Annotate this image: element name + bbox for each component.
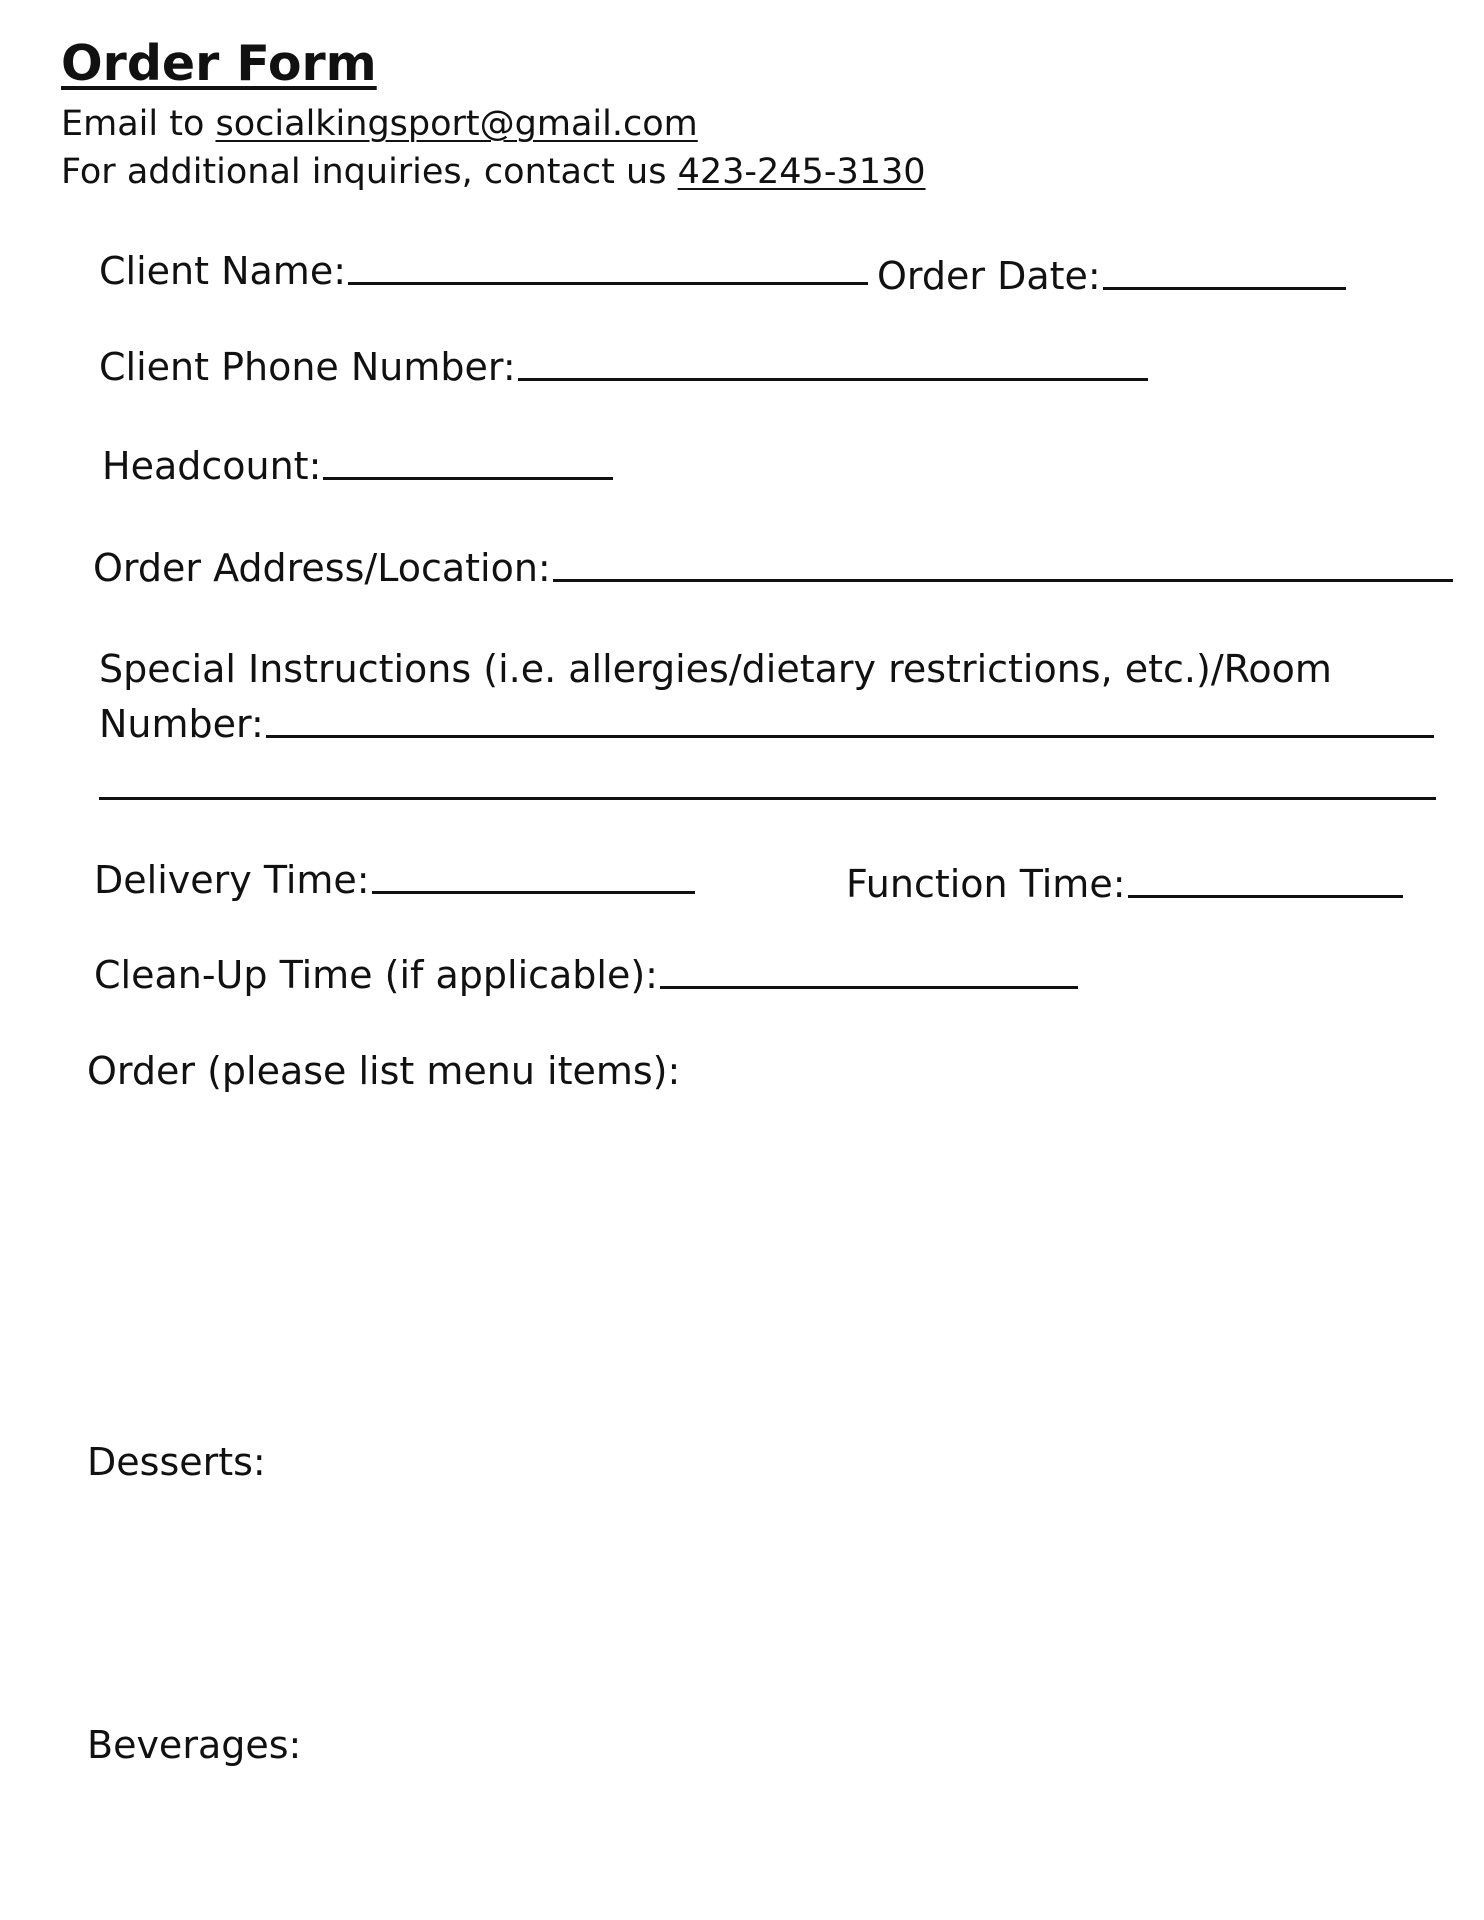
function-time-field bbox=[846, 861, 1403, 907]
headcount-field bbox=[102, 443, 613, 489]
function-time-blank[interactable] bbox=[1128, 895, 1403, 898]
order-address-label: Order Address/Location: bbox=[93, 546, 551, 590]
order-address-field bbox=[93, 545, 1453, 591]
cleanup-time-label: Clean-Up Time (if applicable): bbox=[94, 953, 658, 997]
cleanup-time-field bbox=[94, 952, 1078, 998]
order-address-blank[interactable] bbox=[553, 579, 1453, 582]
function-time-label: Function Time: bbox=[846, 862, 1126, 906]
delivery-time-label: Delivery Time: bbox=[94, 858, 370, 902]
beverages-area[interactable] bbox=[87, 1772, 1427, 1902]
order-date-label: Order Date: bbox=[877, 254, 1101, 298]
headcount-label: Headcount: bbox=[102, 444, 322, 488]
email-link[interactable]: socialkingsport@gmail.com bbox=[215, 104, 698, 144]
cleanup-time-blank[interactable] bbox=[660, 986, 1078, 989]
delivery-time-blank[interactable] bbox=[372, 891, 695, 894]
client-name-field bbox=[99, 248, 868, 294]
delivery-time-field bbox=[94, 857, 695, 903]
client-phone-field bbox=[99, 344, 1148, 390]
client-phone-label: Client Phone Number: bbox=[99, 345, 516, 389]
special-instructions-blank[interactable] bbox=[266, 735, 1434, 738]
special-instructions-label: Special Instructions (i.e. allergies/dietary restrictions, etc.)/Room bbox=[99, 647, 1332, 691]
order-date-field bbox=[877, 253, 1346, 299]
desserts-area[interactable] bbox=[87, 1490, 1427, 1710]
client-name-blank[interactable] bbox=[348, 282, 868, 285]
email-prefix: Email to bbox=[61, 104, 216, 144]
headcount-blank[interactable] bbox=[323, 477, 613, 480]
client-name-label: Client Name: bbox=[99, 249, 346, 293]
client-phone-blank[interactable] bbox=[518, 378, 1148, 381]
email-line bbox=[61, 102, 698, 146]
desserts-section-label: Desserts: bbox=[87, 1440, 266, 1484]
beverages-section-label: Beverages: bbox=[87, 1723, 302, 1767]
order-section-label: Order (please list menu items): bbox=[87, 1049, 681, 1093]
special-instructions-extra-line[interactable] bbox=[99, 797, 1436, 800]
order-date-blank[interactable] bbox=[1103, 287, 1346, 290]
phone-link[interactable]: 423-245-3130 bbox=[677, 152, 926, 192]
room-number-label: Number: bbox=[99, 702, 264, 746]
order-items-area[interactable] bbox=[87, 1100, 1427, 1430]
page-title: Order Form bbox=[61, 35, 377, 92]
special-instructions-field bbox=[99, 701, 1434, 747]
inquiry-line bbox=[61, 150, 926, 194]
inquiry-prefix: For additional inquiries, contact us bbox=[61, 152, 678, 192]
